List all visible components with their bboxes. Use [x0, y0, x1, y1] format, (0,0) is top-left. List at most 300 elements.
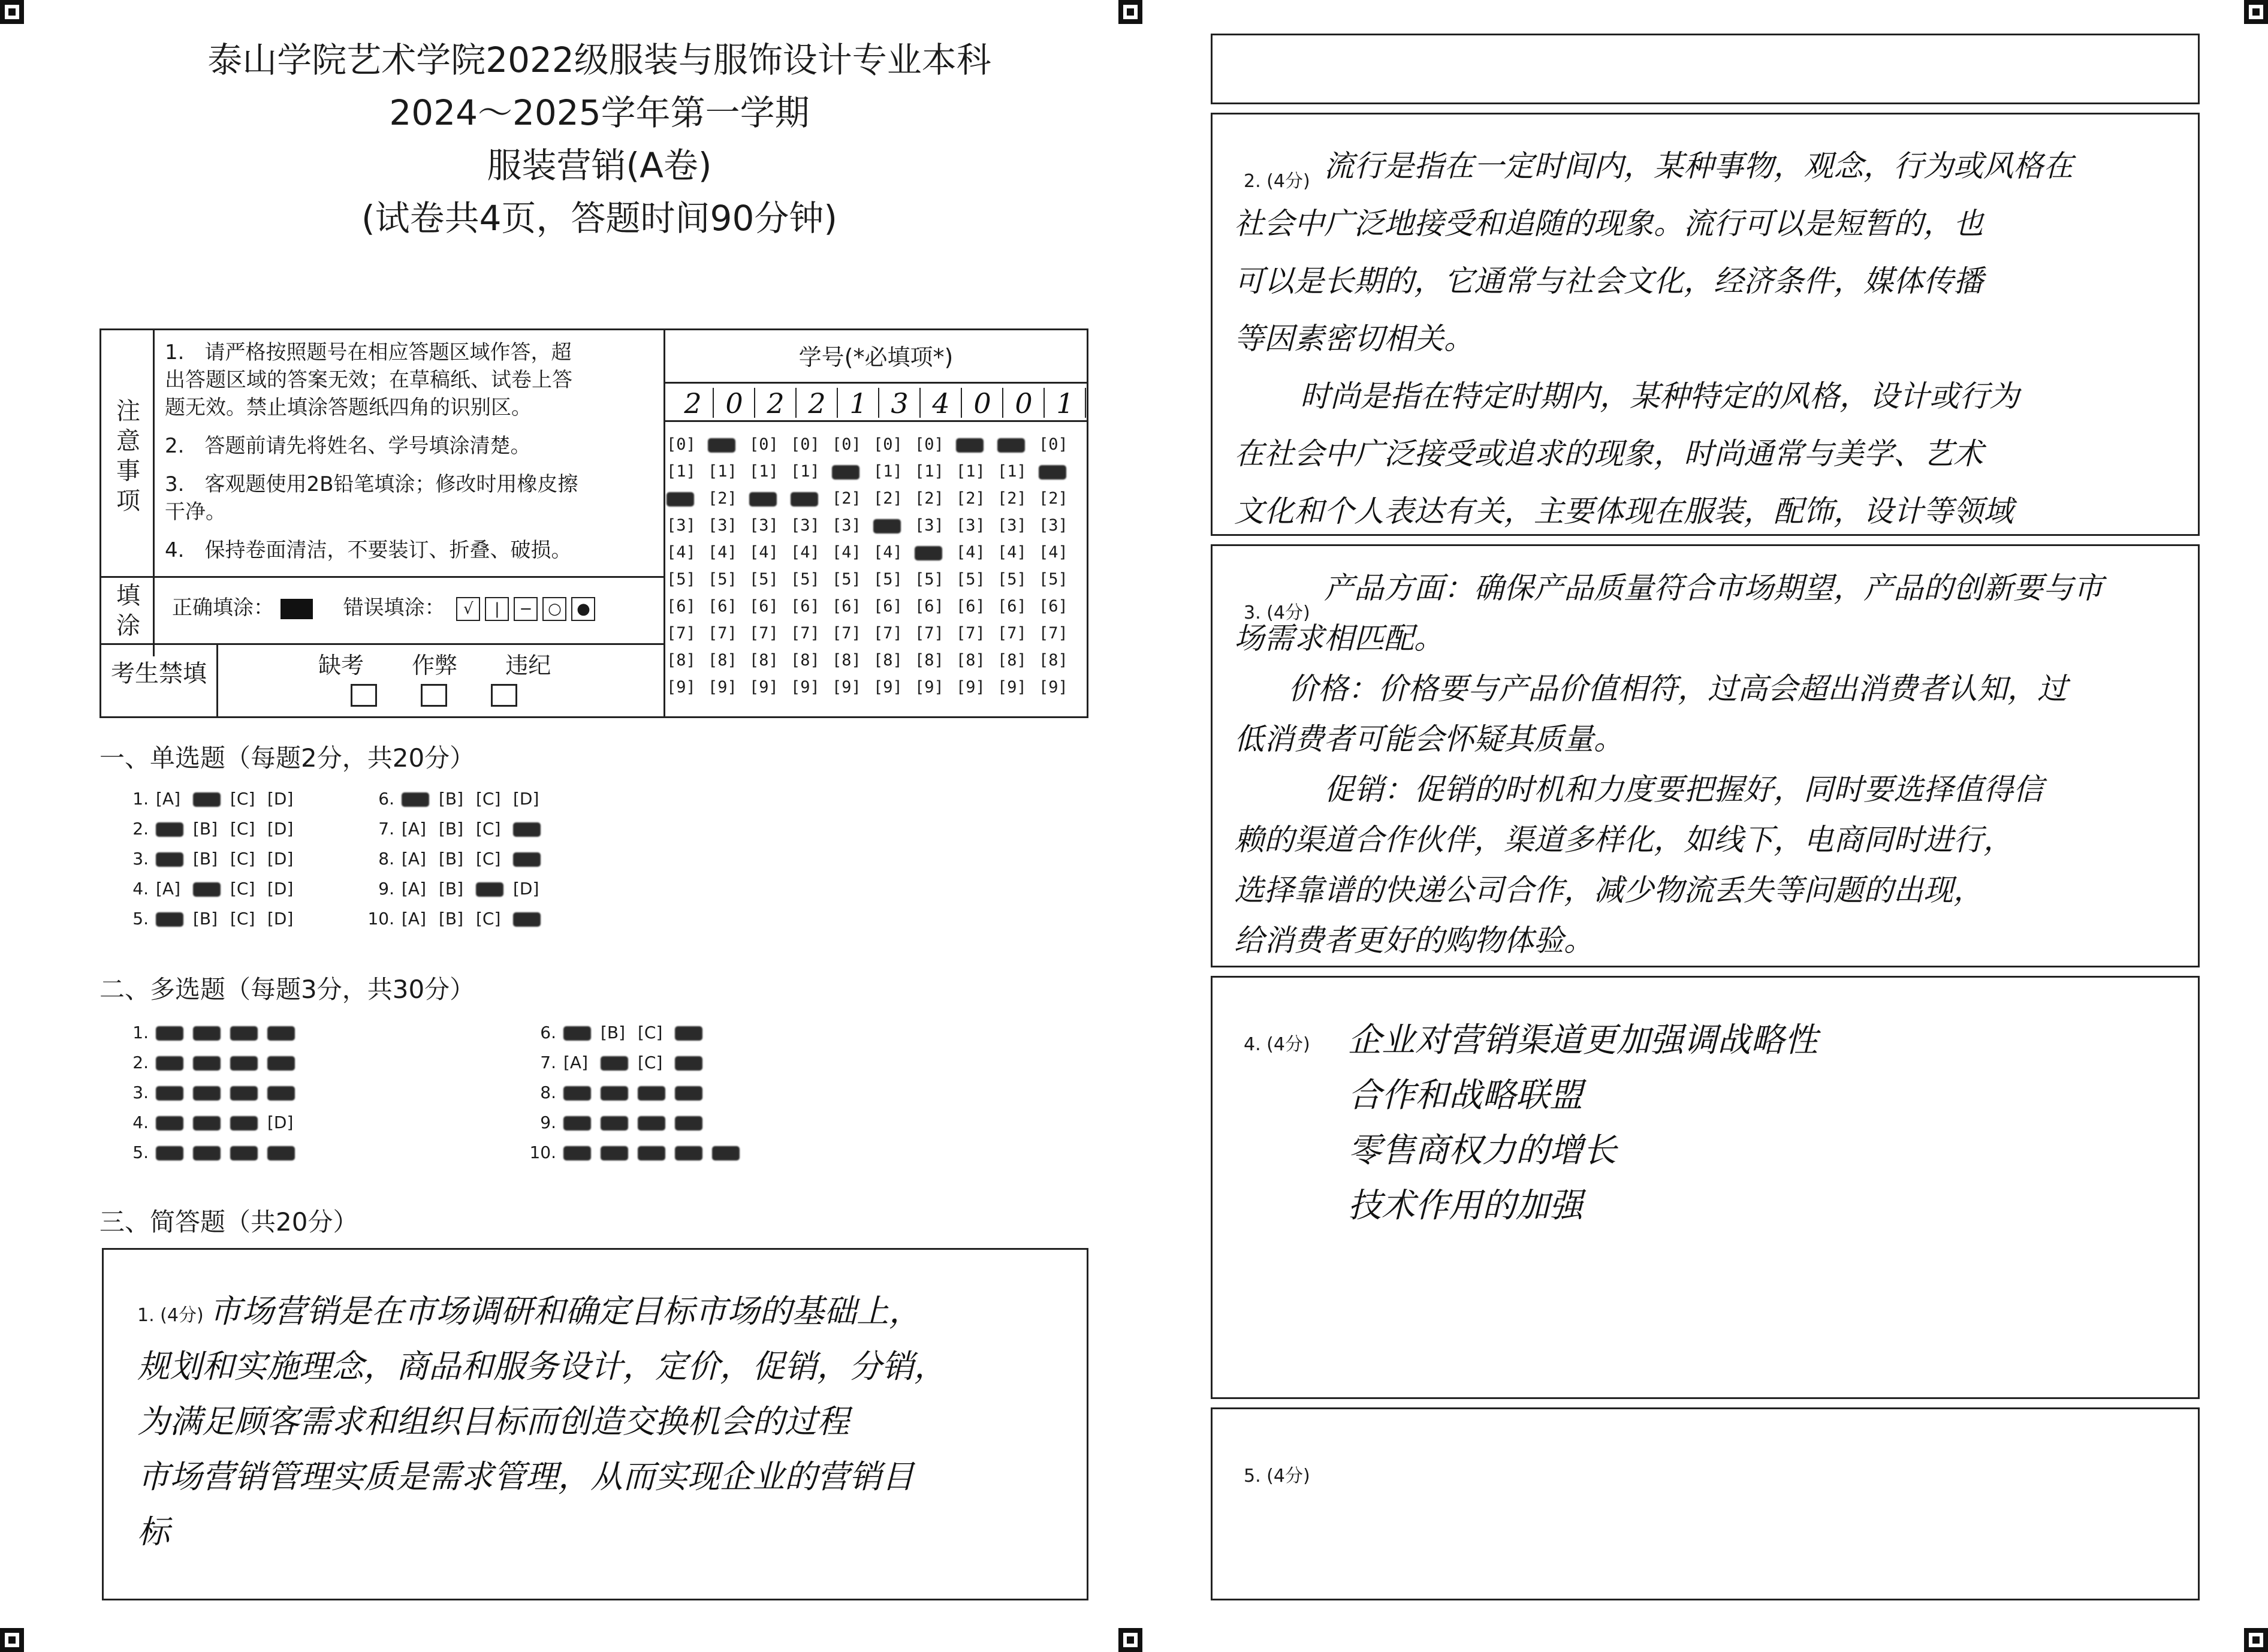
- student-id-bubble[interactable]: [749, 651, 791, 670]
- answer-line: 市场营销是在市场调研和确定目标市场的基础上，: [209, 1292, 921, 1330]
- student-id-bubble[interactable]: [832, 651, 874, 670]
- student-id-bubble[interactable]: [997, 435, 1039, 454]
- student-id-bubble[interactable]: [1039, 597, 1081, 616]
- student-id-bubble-label: [0]: [832, 435, 861, 454]
- choice-option[interactable]: [193, 849, 230, 869]
- choice-option-label: [B]: [601, 1023, 626, 1042]
- choice-option[interactable]: [193, 879, 230, 899]
- student-id-bubble[interactable]: [1039, 678, 1081, 697]
- answer-box-q2[interactable]: [1211, 113, 2200, 536]
- student-id-bubble-label: [8]: [708, 651, 737, 670]
- choice-option-label: [B]: [193, 819, 218, 839]
- correct-fill-mark: [281, 599, 313, 619]
- choice-option[interactable]: [156, 909, 193, 929]
- student-id-bubble[interactable]: [791, 624, 833, 643]
- student-id-digit[interactable]: 0: [963, 388, 1003, 418]
- forbidden-cheat: 作弊: [412, 652, 458, 679]
- choice-option[interactable]: [230, 1142, 267, 1162]
- student-id-digit[interactable]: 1: [1045, 388, 1086, 418]
- choice-option[interactable]: [638, 1053, 675, 1072]
- student-id-bubble[interactable]: [873, 489, 915, 508]
- student-id-bubble-label: [9]: [832, 678, 861, 697]
- student-id-bubble[interactable]: [749, 678, 791, 697]
- choice-option[interactable]: [675, 1113, 712, 1132]
- student-id-bubble[interactable]: [997, 570, 1039, 589]
- multi-choice-question[interactable]: [114, 1113, 304, 1132]
- choice-option[interactable]: [267, 819, 304, 839]
- student-id-bubble[interactable]: [666, 435, 708, 454]
- student-id-bubble[interactable]: [832, 516, 874, 535]
- choice-option[interactable]: [563, 1113, 601, 1132]
- choice-option[interactable]: [675, 1023, 712, 1042]
- student-id-bubble[interactable]: [749, 435, 791, 454]
- choice-option[interactable]: [402, 849, 439, 869]
- student-id-bubble[interactable]: [873, 516, 915, 535]
- choice-option-label: [C]: [476, 849, 501, 869]
- choice-option[interactable]: [267, 1142, 304, 1162]
- student-id-bubble-label: [6]: [791, 597, 820, 616]
- choice-option[interactable]: [563, 1142, 601, 1162]
- student-id-bubble[interactable]: [956, 651, 998, 670]
- student-id-bubble[interactable]: [873, 462, 915, 481]
- answer-box-q4[interactable]: [1211, 976, 2200, 1399]
- student-id-bubble[interactable]: [791, 678, 833, 697]
- student-id-bubble-label: [5]: [873, 570, 903, 589]
- multi-choice-question[interactable]: [114, 1023, 304, 1042]
- student-id-bubble-label: [9]: [1039, 678, 1068, 697]
- choice-option[interactable]: [156, 879, 193, 899]
- student-id-bubble[interactable]: [956, 489, 998, 508]
- student-id-digit[interactable]: 2: [673, 388, 714, 418]
- choice-option[interactable]: [156, 1083, 193, 1102]
- student-id-bubble[interactable]: [832, 435, 874, 454]
- student-id-bubble-label: [1]: [915, 462, 944, 481]
- notice-list: [165, 339, 656, 564]
- student-id-bubble[interactable]: [749, 570, 791, 589]
- choice-option[interactable]: [193, 1113, 230, 1132]
- student-id-bubble[interactable]: [666, 516, 708, 535]
- student-id-bubble[interactable]: [708, 516, 750, 535]
- student-id-bubble-label: [8]: [791, 651, 820, 670]
- student-id-bubble[interactable]: [832, 678, 874, 697]
- student-id-bubble-label: [2]: [1039, 489, 1068, 508]
- choice-option-label: [D]: [267, 909, 294, 929]
- violation-checkbox[interactable]: [491, 684, 517, 707]
- student-id-bubble-label: [1]: [997, 462, 1027, 481]
- choice-option-label: [B]: [439, 789, 464, 809]
- student-id-bubble[interactable]: [915, 462, 957, 481]
- student-id-bubble[interactable]: [666, 489, 708, 508]
- student-id-digits[interactable]: [673, 388, 1087, 420]
- choice-option-label: [B]: [439, 819, 464, 839]
- single-choice-question[interactable]: [360, 789, 550, 809]
- notice-label: 注意事项: [116, 397, 140, 515]
- choice-option[interactable]: [601, 1142, 638, 1162]
- student-id-bubble[interactable]: [791, 597, 833, 616]
- student-id-bubble[interactable]: [956, 597, 998, 616]
- student-id-bubble[interactable]: [708, 678, 750, 697]
- student-id-bubble[interactable]: [666, 462, 708, 481]
- student-id-bubble[interactable]: [791, 570, 833, 589]
- question-number: 6.: [540, 1023, 556, 1042]
- student-id-bubble[interactable]: [749, 624, 791, 643]
- student-id-bubble-label: [4]: [1039, 543, 1068, 562]
- choice-option[interactable]: [601, 1113, 638, 1132]
- student-id-bubble[interactable]: [956, 570, 998, 589]
- question-number: 3.: [132, 1083, 149, 1102]
- student-id-bubble[interactable]: [708, 543, 750, 562]
- student-id-bubble[interactable]: [873, 597, 915, 616]
- choice-option-label: [A]: [402, 909, 427, 929]
- student-id-bubble[interactable]: [1039, 516, 1081, 535]
- choice-option-label: [A]: [402, 819, 427, 839]
- multi-choice-question[interactable]: [521, 1023, 712, 1042]
- student-id-bubble[interactable]: [666, 543, 708, 562]
- choice-option-label: [C]: [230, 819, 255, 839]
- student-id-bubble[interactable]: [832, 597, 874, 616]
- student-id-digit[interactable]: 0: [1004, 388, 1045, 418]
- wrong-fill-mark: |: [485, 597, 509, 621]
- single-choice-question[interactable]: [114, 819, 304, 839]
- choice-option[interactable]: [439, 849, 476, 869]
- student-id-bubble[interactable]: [708, 435, 750, 454]
- q2-label: 2. (4分): [1244, 171, 1310, 192]
- student-id-bubble-label: [9]: [791, 678, 820, 697]
- absent-checkbox[interactable]: [351, 684, 377, 707]
- single-choice-question[interactable]: [360, 849, 550, 869]
- student-id-bubble[interactable]: [708, 489, 750, 508]
- choice-option[interactable]: [563, 1023, 601, 1042]
- choice-option[interactable]: [638, 1023, 675, 1042]
- student-id-bubble[interactable]: [997, 516, 1039, 535]
- student-id-bubble[interactable]: [749, 462, 791, 481]
- student-id-bubble[interactable]: [915, 570, 957, 589]
- student-id-bubble[interactable]: [708, 597, 750, 616]
- student-id-bubble[interactable]: [997, 597, 1039, 616]
- student-id-bubble-label: [5]: [1039, 570, 1068, 589]
- choice-option[interactable]: [513, 849, 550, 869]
- choice-option[interactable]: [230, 849, 267, 869]
- student-id-bubble[interactable]: [832, 570, 874, 589]
- choice-option[interactable]: [193, 909, 230, 929]
- student-id-bubble-label: [3]: [749, 516, 779, 535]
- choice-option[interactable]: [638, 1113, 675, 1132]
- choice-option[interactable]: [513, 819, 550, 839]
- student-id-bubble-label: [7]: [997, 624, 1027, 643]
- header-term: 2024～2025学年第一学期: [389, 92, 810, 133]
- section2-title: 二、多选题（每题3分，共30分）: [99, 975, 475, 1004]
- choice-option[interactable]: [230, 1113, 267, 1132]
- student-id-bubble-label: [4]: [791, 543, 820, 562]
- choice-option[interactable]: [156, 789, 193, 809]
- choice-option[interactable]: [439, 819, 476, 839]
- choice-option[interactable]: [193, 819, 230, 839]
- student-id-bubble[interactable]: [708, 624, 750, 643]
- student-id-bubble-label: [3]: [956, 516, 985, 535]
- choice-option[interactable]: [156, 1113, 193, 1132]
- choice-option[interactable]: [230, 879, 267, 899]
- choice-option-label: [B]: [193, 849, 218, 869]
- choice-option[interactable]: [402, 879, 439, 899]
- student-id-bubble[interactable]: [666, 570, 708, 589]
- student-id-bubble[interactable]: [749, 597, 791, 616]
- student-id-bubble[interactable]: [791, 435, 833, 454]
- single-choice-question[interactable]: [114, 849, 304, 869]
- student-id-bubble[interactable]: [666, 597, 708, 616]
- student-id-bubble[interactable]: [708, 462, 750, 481]
- answer-line: 场需求相匹配。: [1234, 621, 1444, 656]
- choice-option[interactable]: [230, 1053, 267, 1072]
- student-id-bubble[interactable]: [873, 678, 915, 697]
- student-id-bubble[interactable]: [915, 597, 957, 616]
- choice-option[interactable]: [156, 849, 193, 869]
- forbidden-checkboxes[interactable]: [351, 684, 517, 707]
- choice-option[interactable]: [476, 879, 513, 899]
- choice-option[interactable]: [230, 789, 267, 809]
- choice-option[interactable]: [193, 1023, 230, 1042]
- choice-option-label: [C]: [230, 849, 255, 869]
- choice-option[interactable]: [601, 1083, 638, 1102]
- choice-option[interactable]: [601, 1023, 638, 1042]
- choice-option[interactable]: [675, 1053, 712, 1072]
- choice-option[interactable]: [439, 909, 476, 929]
- choice-option-label: [B]: [439, 909, 464, 929]
- single-choice-question[interactable]: [360, 879, 550, 899]
- forbidden-label: 考生禁填: [111, 660, 207, 688]
- question-number: 2.: [132, 1053, 149, 1072]
- choice-option[interactable]: [193, 1142, 230, 1162]
- student-id-bubble-label: [7]: [956, 624, 985, 643]
- answer-box-q5[interactable]: [1211, 1407, 2200, 1600]
- choice-option[interactable]: [193, 1053, 230, 1072]
- student-id-bubble-label: [5]: [791, 570, 820, 589]
- student-id-digit[interactable]: 2: [797, 388, 838, 418]
- student-id-bubble[interactable]: [708, 651, 750, 670]
- student-id-bubble[interactable]: [873, 570, 915, 589]
- student-id-bubble[interactable]: [915, 516, 957, 535]
- student-id-bubble[interactable]: [956, 516, 998, 535]
- choice-option-label: [C]: [230, 789, 255, 809]
- choice-option[interactable]: [476, 789, 513, 809]
- student-id-bubble[interactable]: [666, 651, 708, 670]
- multi-choice-question[interactable]: [521, 1083, 712, 1102]
- student-id-bubble-label: [1]: [749, 462, 779, 481]
- student-id-bubble[interactable]: [791, 543, 833, 562]
- student-id-bubble[interactable]: [956, 624, 998, 643]
- answer-box-q3[interactable]: [1211, 544, 2200, 967]
- single-choice-question[interactable]: [114, 909, 304, 929]
- corner-marker-top-left: [0, 0, 24, 24]
- single-choice-question[interactable]: [360, 909, 550, 929]
- choice-option[interactable]: [476, 849, 513, 869]
- multi-choice-question[interactable]: [521, 1113, 712, 1132]
- correct-fill-label: 正确填涂：: [172, 596, 274, 620]
- choice-option[interactable]: [712, 1142, 749, 1162]
- corner-marker-top-right: [2244, 0, 2268, 24]
- answer-line: 赖的渠道合作伙伴，渠道多样化，如线下，电商同时进行，: [1234, 822, 2013, 857]
- wrong-fill-mark: −: [514, 597, 538, 621]
- student-id-bubble[interactable]: [997, 678, 1039, 697]
- student-id-bubble[interactable]: [749, 543, 791, 562]
- student-id-bubble[interactable]: [832, 489, 874, 508]
- student-id-bubble[interactable]: [832, 624, 874, 643]
- choice-option[interactable]: [193, 1083, 230, 1102]
- choice-option[interactable]: [193, 789, 230, 809]
- choice-option[interactable]: [439, 879, 476, 899]
- student-id-bubble-label: [9]: [873, 678, 903, 697]
- fill-example: [172, 594, 595, 622]
- choice-option[interactable]: [156, 1142, 193, 1162]
- student-id-bubble[interactable]: [873, 435, 915, 454]
- choice-option[interactable]: [601, 1053, 638, 1072]
- choice-option[interactable]: [267, 1053, 304, 1072]
- student-id-bubble[interactable]: [915, 624, 957, 643]
- choice-option-label: [B]: [439, 849, 464, 869]
- choice-option[interactable]: [476, 819, 513, 839]
- choice-option[interactable]: [563, 1083, 601, 1102]
- student-id-bubble[interactable]: [997, 462, 1039, 481]
- student-id-bubble[interactable]: [873, 624, 915, 643]
- student-id-bubble[interactable]: [873, 651, 915, 670]
- choice-option[interactable]: [230, 819, 267, 839]
- question-number: 1.: [132, 1023, 149, 1042]
- choice-option[interactable]: [230, 1083, 267, 1102]
- student-id-bubble[interactable]: [1039, 489, 1081, 508]
- choice-option-label: [A]: [156, 879, 181, 899]
- student-id-bubble[interactable]: [873, 543, 915, 562]
- single-choice-question[interactable]: [114, 789, 304, 809]
- student-id-bubble[interactable]: [1039, 435, 1081, 454]
- choice-option[interactable]: [513, 909, 550, 929]
- multi-choice-question[interactable]: [114, 1083, 304, 1102]
- student-id-bubble-label: [0]: [873, 435, 903, 454]
- choice-option[interactable]: [267, 1113, 304, 1132]
- choice-option-label: [B]: [193, 909, 218, 929]
- choice-option[interactable]: [267, 789, 304, 809]
- choice-option-label: [D]: [267, 879, 294, 899]
- student-id-bubble[interactable]: [666, 624, 708, 643]
- choice-option[interactable]: [267, 909, 304, 929]
- student-id-digit[interactable]: 4: [921, 388, 962, 418]
- student-id-bubble-label: [1]: [791, 462, 820, 481]
- answer-box-q1[interactable]: [102, 1248, 1088, 1600]
- choice-option[interactable]: [267, 849, 304, 869]
- student-id-bubble[interactable]: [997, 651, 1039, 670]
- student-id-bubble[interactable]: [997, 624, 1039, 643]
- student-id-bubble[interactable]: [1039, 624, 1081, 643]
- choice-option[interactable]: [476, 909, 513, 929]
- student-id-bubble[interactable]: [915, 489, 957, 508]
- single-choice-question[interactable]: [360, 819, 550, 839]
- answer-line: 市场营销管理实质是需求管理，从而实现企业的营销目: [137, 1458, 914, 1496]
- student-id-bubble[interactable]: [749, 516, 791, 535]
- notice-item: 2. 答题前请先将姓名、学号填涂清楚。: [165, 434, 531, 458]
- choice-option[interactable]: [230, 909, 267, 929]
- student-id-bubble[interactable]: [956, 435, 998, 454]
- answer-line: 等因素密切相关。: [1234, 321, 1474, 356]
- choice-option[interactable]: [513, 789, 550, 809]
- forbidden-violation: 违纪: [505, 652, 551, 679]
- q4-label: 4. (4分): [1244, 1034, 1310, 1055]
- student-id-bubble[interactable]: [915, 435, 957, 454]
- student-id-bubble[interactable]: [749, 489, 791, 508]
- student-id-bubble[interactable]: [915, 543, 957, 562]
- answer-box-continued[interactable]: [1211, 34, 2200, 104]
- choice-option[interactable]: [439, 789, 476, 809]
- student-id-bubble[interactable]: [997, 489, 1039, 508]
- student-id-digit[interactable]: 3: [880, 388, 921, 418]
- answer-line: 为满足顾客需求和组织目标而创造交换机会的过程: [137, 1403, 849, 1440]
- student-id-bubble[interactable]: [832, 543, 874, 562]
- choice-option[interactable]: [638, 1083, 675, 1102]
- student-id-bubble[interactable]: [915, 651, 957, 670]
- multi-choice-question[interactable]: [521, 1053, 712, 1072]
- answer-line: 在社会中广泛接受或追求的现象，时尚通常与美学、艺术: [1234, 436, 1983, 471]
- student-id-bubble[interactable]: [791, 651, 833, 670]
- header-info: (试卷共4页，答题时间90分钟): [361, 198, 837, 239]
- choice-option[interactable]: [230, 1023, 267, 1042]
- question-number: 8.: [378, 849, 394, 869]
- student-id-bubble[interactable]: [997, 543, 1039, 562]
- cheat-checkbox[interactable]: [421, 684, 447, 707]
- student-id-bubble[interactable]: [791, 516, 833, 535]
- student-id-bubble[interactable]: [1039, 543, 1081, 562]
- choice-option[interactable]: [675, 1083, 712, 1102]
- student-id-bubble[interactable]: [1039, 651, 1081, 670]
- choice-option[interactable]: [267, 1083, 304, 1102]
- choice-option[interactable]: [402, 909, 439, 929]
- student-id-digit[interactable]: 2: [756, 388, 797, 418]
- choice-option[interactable]: [156, 1023, 193, 1042]
- student-id-bubble[interactable]: [956, 462, 998, 481]
- choice-option[interactable]: [156, 1053, 193, 1072]
- choice-option[interactable]: [402, 789, 439, 809]
- forbidden-items: [318, 652, 551, 679]
- student-id-digit[interactable]: 1: [839, 388, 879, 418]
- choice-option[interactable]: [267, 879, 304, 899]
- multi-choice-question[interactable]: [114, 1053, 304, 1072]
- wrong-fill-label: 错误填涂：: [343, 596, 445, 620]
- multi-choice-question[interactable]: [114, 1142, 304, 1162]
- student-id-bubble[interactable]: [1039, 570, 1081, 589]
- student-id-bubble[interactable]: [708, 570, 750, 589]
- student-id-bubble[interactable]: [956, 678, 998, 697]
- choice-option[interactable]: [267, 1023, 304, 1042]
- question-number: 9.: [540, 1113, 556, 1132]
- multi-choice-question[interactable]: [521, 1142, 749, 1162]
- choice-option[interactable]: [563, 1053, 601, 1072]
- question-number: 5.: [132, 909, 149, 929]
- student-id-bubble-label: [6]: [997, 597, 1027, 616]
- student-id-bubble-label: [5]: [708, 570, 737, 589]
- choice-option[interactable]: [675, 1142, 712, 1162]
- student-id-bubble[interactable]: [1039, 462, 1081, 481]
- student-id-bubble[interactable]: [791, 489, 833, 508]
- student-id-bubble[interactable]: [915, 678, 957, 697]
- student-id-bubble[interactable]: [956, 543, 998, 562]
- student-id-bubble[interactable]: [832, 462, 874, 481]
- choice-option[interactable]: [402, 819, 439, 839]
- answer-line: 社会中广泛地接受和追随的现象。流行可以是短暂的，也: [1234, 206, 1983, 241]
- choice-option[interactable]: [638, 1142, 675, 1162]
- student-id-bubble[interactable]: [666, 678, 708, 697]
- choice-option[interactable]: [156, 819, 193, 839]
- student-id-digit[interactable]: 0: [714, 388, 755, 418]
- student-id-bubble[interactable]: [791, 462, 833, 481]
- student-id-bubble-label: [6]: [956, 597, 985, 616]
- single-choice-question[interactable]: [114, 879, 304, 899]
- choice-option[interactable]: [513, 879, 550, 899]
